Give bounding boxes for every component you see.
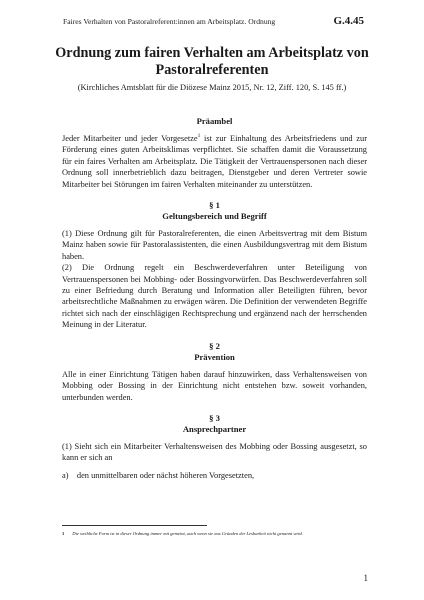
document-code: G.4.45 xyxy=(333,15,364,27)
section-1-paragraph-1: (1) Diese Ordnung gilt für Pastoralreferenten, die einen Arbeitsvertrag mit dem Bistum Mainz haben sowie für Pastoralassistenten, die einen Ausbildungsvertrag mit dem Bistum haben. xyxy=(62,229,367,261)
footnote-number: 1 xyxy=(62,531,65,536)
footnote-divider xyxy=(62,525,207,526)
praeambel-text xyxy=(62,133,367,190)
document-body xyxy=(62,116,367,481)
section-3-item-a: a) den unmittelbaren oder nächst höheren Vorgesetzten, xyxy=(62,470,255,480)
footnote xyxy=(62,531,303,536)
praeambel-text-start: Jeder Mitarbeiter und jeder Vorgesetze xyxy=(62,134,198,143)
running-header xyxy=(63,17,364,29)
section-2-paragraph-1: Alle in einer Einrichtung Tätigen haben darauf hinzuwirken, dass Verhaltensweisen von Mobbing oder Bossing in der Einrichtung nicht entstehen bzw. soweit vorhanden, unterbunden werden. xyxy=(62,369,367,402)
footnote-reference: 1 xyxy=(197,133,201,140)
section-heading-1: Geltungsbereich und Begriff xyxy=(162,211,267,222)
page-number: 1 xyxy=(363,573,368,583)
footnote-text: Die weibliche Form ist in dieser Ordnung immer mit gemeint, auch wenn sie aus Gründen der Lesbarkeit nicht genannt wird. xyxy=(72,531,303,536)
document-source: (Kirchliches Amtsblatt für die Diözese Mainz 2015, Nr. 12, Ziff. 120, S. 145 ff.) xyxy=(77,83,347,92)
running-title: Faires Verhalten von Pastoralreferent:innen am Arbeitsplatz. Ordnung xyxy=(63,17,276,26)
praeambel-text-rest: ist zur Einhaltung des Arbeitsfriedens und zur Förderung eines guten Arbeitsklimas verpflichtet. Sie schaffen damit die Voraussetzung für ein faires Verhalten am Arbeitsplatz. Die Tätigkeit der Vertrauenspersonen nach dieser Ordnung soll innerbetrieblich dazu beitragen, Dienstgeber und deren Vertreter sowie Mitarbeiter bei Störungen im fairen Verhalten miteinander zu unterstützen. xyxy=(62,134,367,189)
document-title: Ordnung zum fairen Verhalten am Arbeitsplatz von Pastoralreferenten xyxy=(55,45,369,78)
section-3-paragraph-1: (1) Sieht sich ein Mitarbeiter Verhaltensweisen des Mobbing oder Bossing ausgesetzt, so kann er sich an xyxy=(62,441,367,463)
section-heading-2: Prävention xyxy=(194,351,235,362)
section-number-1: § 1 xyxy=(209,200,220,211)
section-heading-praeambel: Präambel xyxy=(196,116,233,126)
section-number-3: § 3 xyxy=(209,412,220,423)
section-1-paragraph-2: (2) Die Ordnung regelt ein Beschwerdeverfahren unter Beteiligung von Vertrauenspersonen bei Mobbing- oder Bossingvorwürfen. Das Beschwerdeverfahren soll zu einer Befriedung durch Beratung und Information aller Beteiligten führen, bevor arbeitsrechtliche Maßnahmen zu erwägen wären. Die Definition der verwendeten Begriffe richtet sich nach der einschlägigen Rechtsprechung und ergänzend nach der herrschenden Meinung in der Literatur. xyxy=(62,263,367,330)
section-number-2: § 2 xyxy=(209,340,220,351)
section-heading-3: Ansprechpartner xyxy=(182,423,247,434)
